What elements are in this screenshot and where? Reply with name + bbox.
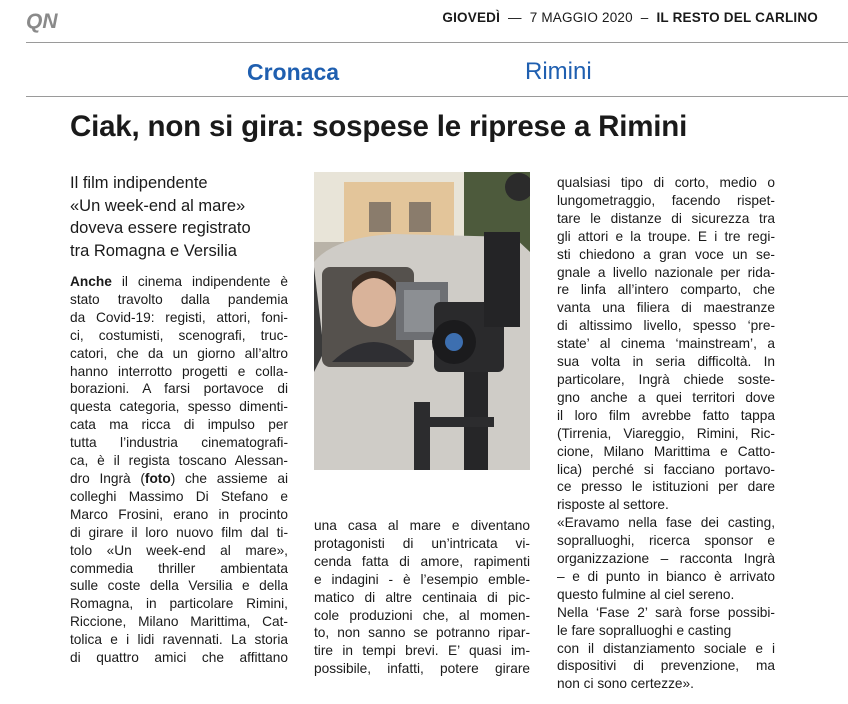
top-rule [26,42,848,43]
column-line: questo fulmine al ciel sereno. [557,586,735,602]
column-line: matico di altre centinaia di pic- [314,589,530,605]
dateline-day: GIOVEDÌ [442,10,501,25]
column-text: il cinema indipendente è [111,274,288,289]
column-line: non ci sono certezze». [557,676,694,692]
qn-logo [26,9,76,33]
column-line: con il distanziamento sociale e i [557,640,775,656]
column-line: borazioni. A farsi portavoce di [70,381,288,397]
column-line: lungometraggio, facendo rispet- [557,192,775,208]
column-line: re linfa all’intero comparto, che [557,282,775,298]
column-line: colleghi Massimo Di Stefano e [70,488,288,504]
column-line: Nella ‘Fase 2’ sarà forse possibi- [557,604,775,620]
headline: Ciak, non si gira: sospese le riprese a Rimini [70,110,688,143]
column-line: ca, è il regista toscano Alessan- [70,453,288,469]
column-line: commedia thriller ambientata [70,560,288,576]
column-line: tutta l’industria cinematografi- [70,435,288,451]
dateline-date: 7 MAGGIO 2020 [529,10,633,25]
column-line: ce presso le istituzioni per dare [557,479,775,495]
column-text: dro Ingrà ( [70,470,145,486]
column-line: to, non sanno se potranno ripar- [314,625,530,641]
publication-name: IL RESTO DEL CARLINO [656,10,818,25]
column-line: tire in tempi brevi. E’ quasi im- [314,643,530,659]
column-line: qualsiasi tipo di corto, medio o [557,175,775,190]
column-line: tare le distanze di sicurezza tra [557,210,775,226]
column-line: ci, costumisti, scenografi, truc- [70,327,288,343]
column-line: (Tirrenia, Viareggio, Rimini, Ric- [557,425,775,441]
dateline [442,10,818,25]
article-column-2 [314,517,530,678]
column-line: sti chiedono a gran voce un se- [557,246,775,262]
section-label: Cronaca [247,59,340,85]
column-line: gli attori e la troupe. E i tre regi- [557,228,775,244]
column-line [70,470,288,488]
column-line: lica) perché si facciano portavo- [557,461,775,477]
column-line: – e di punto in bianco è arrivato [557,568,775,584]
column-line: cole produzioni che, al momen- [314,607,530,623]
subhead-line: Il film indipendente [70,174,208,192]
column-line: Romagna, in particolare Rimini, [70,596,288,612]
column-line: gno anche a quei territori dove [557,389,775,405]
column-text: ) che assieme ai [170,470,288,486]
column-line: cenda fatta di amore, rapimenti [314,553,530,569]
column-line: le fare sopralluoghi e casting [557,622,732,638]
subhead-line: tra Romagna e Versilia [70,241,237,260]
subheadline [70,172,295,262]
article-column-1 [70,273,288,667]
column-line: il loro film avrebbe fatto tappa [557,407,775,423]
column-line: cione, Milano Marittima e Catto- [557,443,775,459]
column-line: questa categoria, spesso dimenti- [70,399,288,415]
column-line: tolica e i lidi ravennati. La storia [70,632,288,648]
column-line: stato travolto dalla pandemia [70,291,288,307]
dateline-sep-2: – [640,10,649,25]
article-column-3 [557,174,775,693]
column-line: vanta una filiera di maestranze [557,300,775,316]
column-line: «Eravamo nella fase dei casting, [557,515,775,531]
column-line: di altissimo livello, spesso ‘pre- [557,318,775,334]
column-line: gnale a livello nazionale per rida- [557,264,775,280]
column-line: tolo «Un week-end al mare», [70,542,288,558]
column-line: hanno interrotto progetti e colla- [70,363,288,379]
column-line: da Covid-19: registi, attori, foni- [70,309,288,325]
column-line: dispositivi di prevenzione, ma [557,658,775,674]
column-line: risposte al settore. [557,497,669,513]
column-line: sua volta in seria difficoltà. In [557,354,775,370]
column-line: possibile, infatti, potere girare [314,661,530,677]
column-line: Marco Frosini, erano in procinto [70,506,288,522]
column-line: state’ al cinema ‘mainstream’, a [557,336,775,352]
column-line: e indagini - è l’esempio emble- [314,571,530,587]
column-line: sulle coste della Versilia e della [70,578,288,594]
column-line: Riccione, Milano Marittima, Cat- [70,614,288,630]
column-line: di quattro amici che affittano [70,650,288,666]
article-photo [314,172,530,470]
dateline-sep-1: — [508,10,522,25]
column-line: protagonisti di un’intricata vi- [314,535,530,551]
column-line [70,273,288,291]
lead-word: Anche [70,274,112,289]
column-line: una casa al mare e diventano [314,518,530,533]
subhead-line: doveva essere registrato [70,219,251,237]
svg-text:QN: QN [26,10,58,33]
subhead-line: «Un week-end al mare» [70,196,246,215]
column-line: organizzazione – racconta Ingrà [557,551,775,567]
column-line: particolare, Ingrà chiede soste- [557,371,775,387]
city-label: Rimini [525,58,592,85]
column-line: di girare il loro nuovo film dal ti- [70,524,288,540]
foto-ref: foto [144,470,171,486]
column-line: catori, che da un giorno all’altro [70,345,288,361]
section-rule [26,96,848,97]
column-line: cata ma ricca di impulso per [70,417,288,433]
column-line: sopralluoghi, ricerca sponsor e [557,533,775,549]
